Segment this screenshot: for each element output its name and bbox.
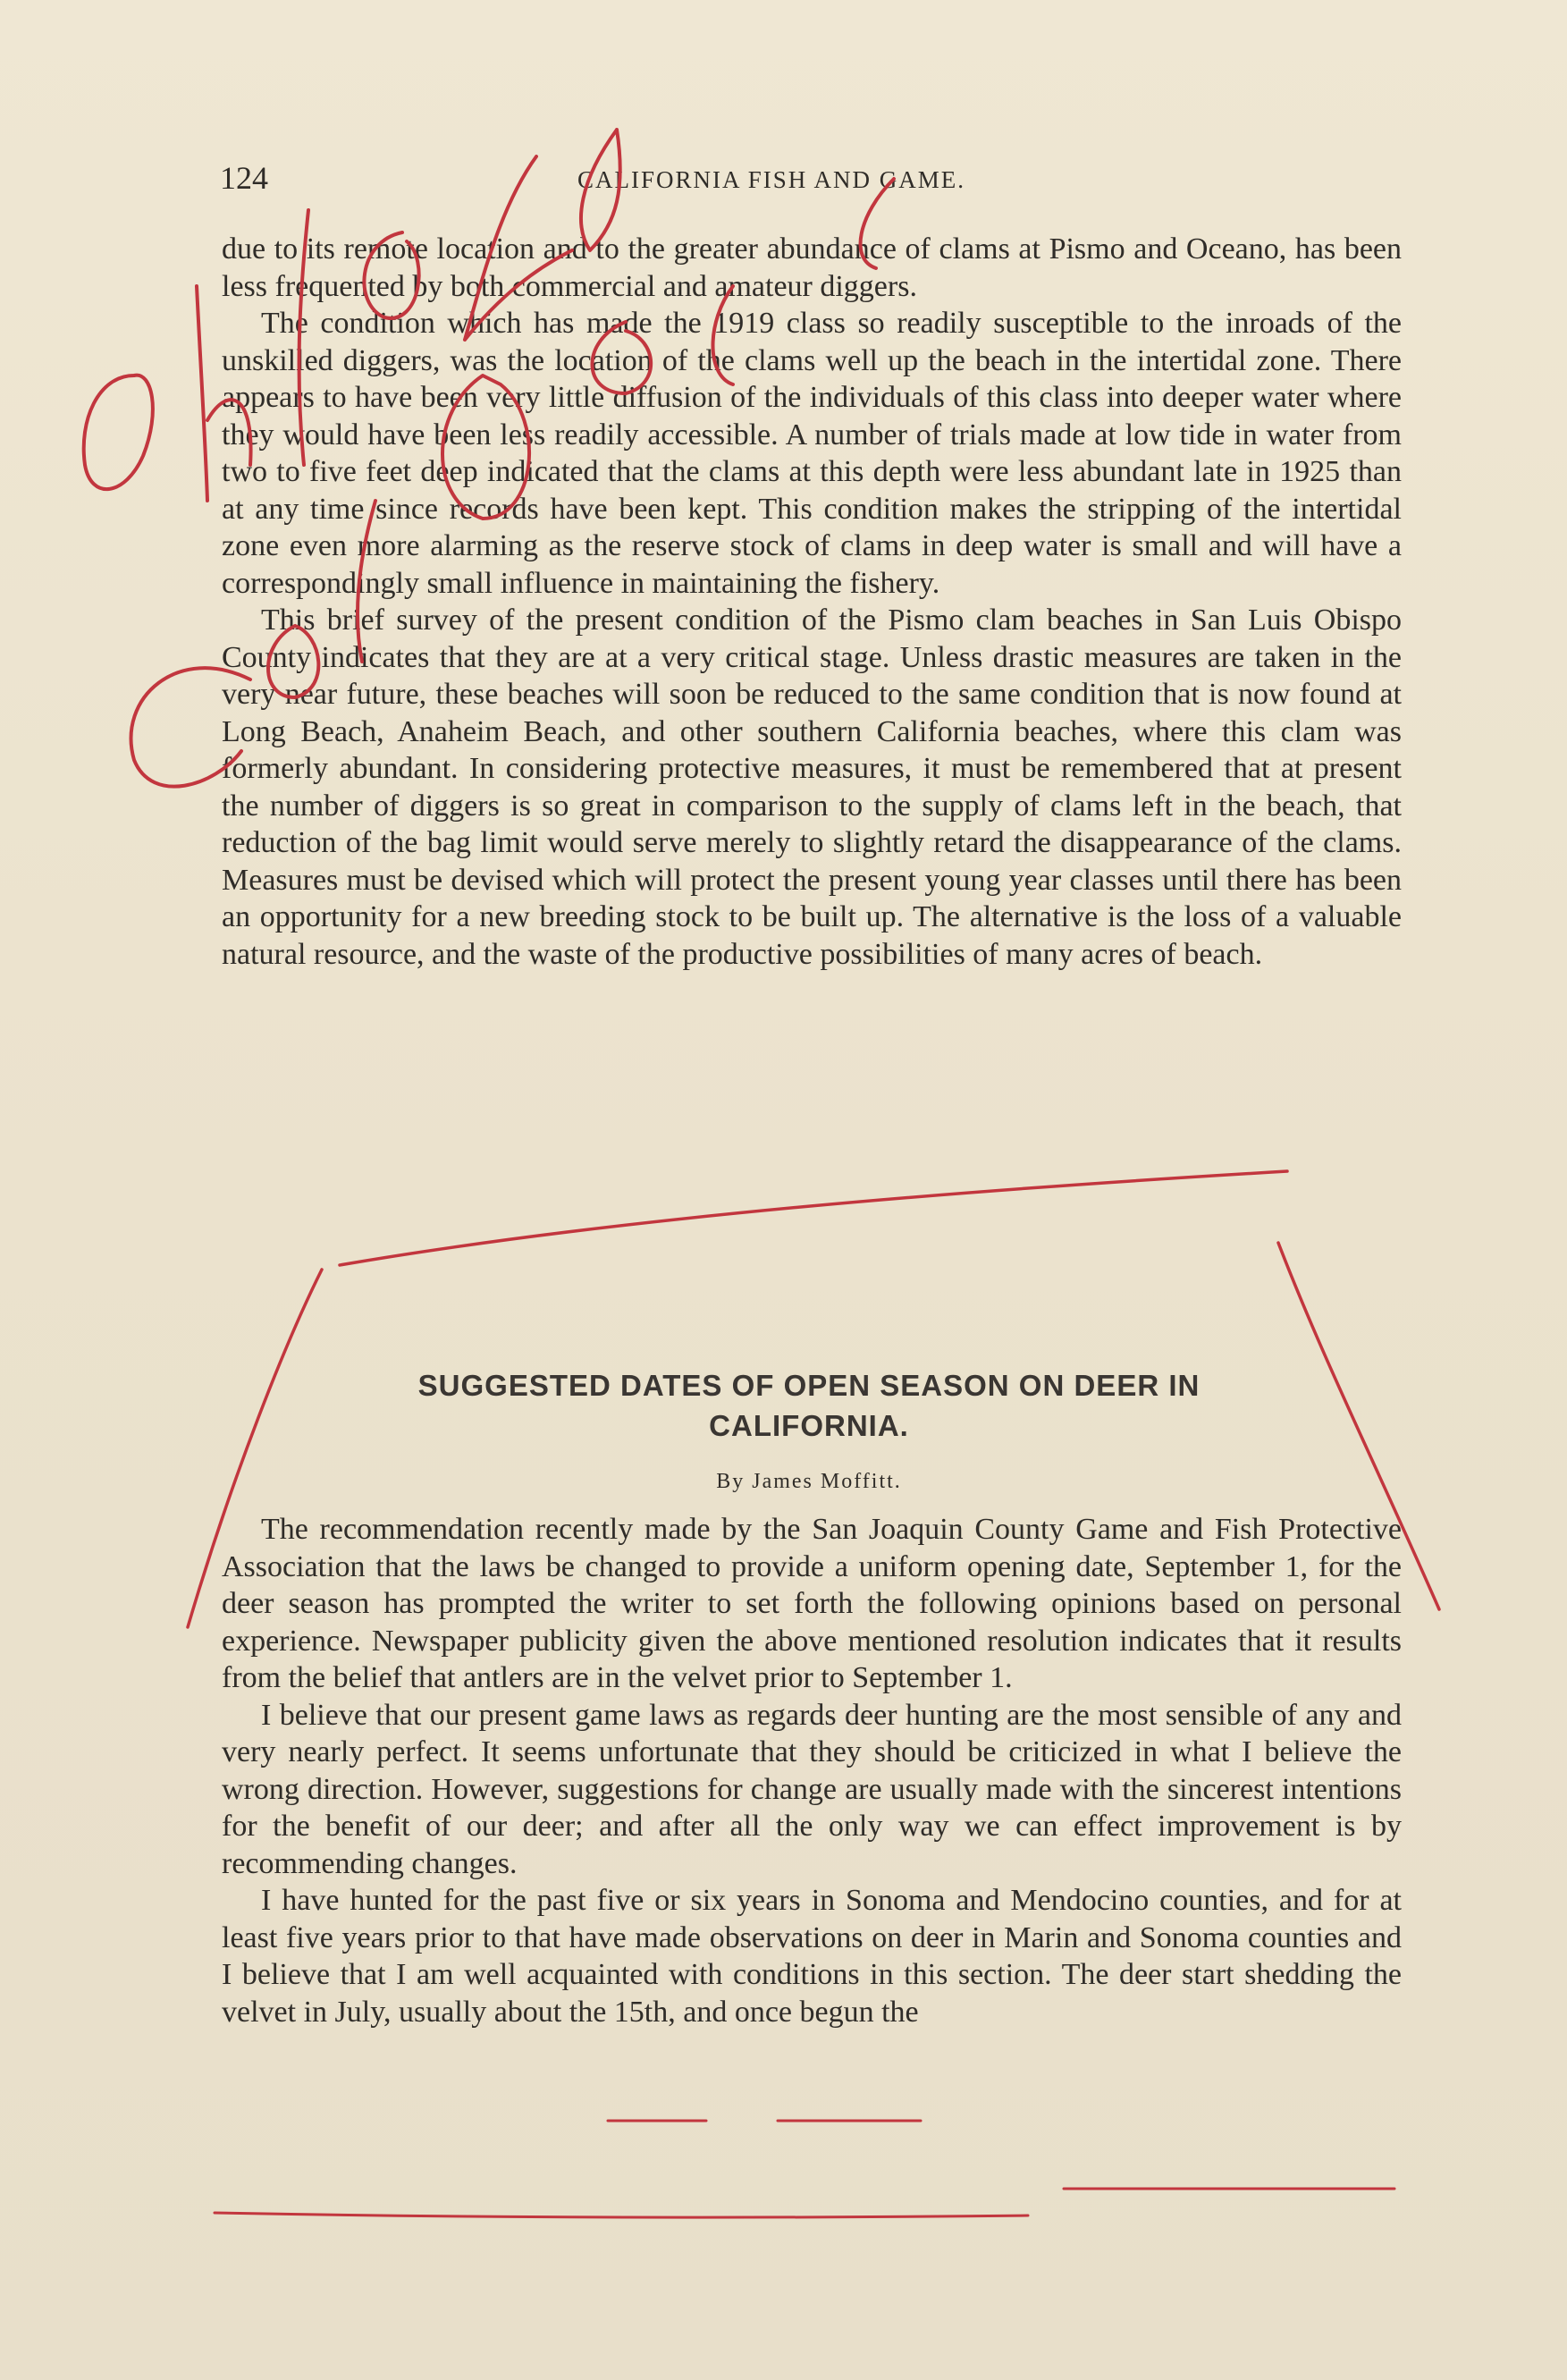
paragraph: The recommendation recently made by the San Joaquin County Game and Fish Protective Association that the laws be changed to provide a uniform opening date, September 1, for the deer season has prompted the writer to set forth the following opinions based on personal experience. Newspaper publicity given the above mentioned resolution indicates that it results from the belief that antlers are in the velvet prior to September 1. bbox=[222, 1513, 1402, 1694]
clam-section-text bbox=[222, 231, 1402, 973]
article-byline: By James Moffitt. bbox=[716, 1470, 902, 1493]
paragraph: due to its remote location and to the greater abundance of clams at Pismo and Oceano, has been less frequented by both commercial and amateur diggers. bbox=[222, 232, 1402, 303]
deer-article-text bbox=[222, 1511, 1402, 2030]
paragraph: I have hunted for the past five or six years in Sonoma and Mendocino counties, and for at least five years prior to that have made observations on deer in Marin and Sonoma counties and I believe that I am well acquainted with conditions in this section. The deer start shedding the velvet in July, usually about the 15th, and once begun the bbox=[222, 1884, 1402, 2029]
running-title: CALIFORNIA FISH AND GAME. bbox=[577, 166, 966, 193]
paragraph: I believe that our present game laws as regards deer hunting are the most sensible of any and very nearly perfect. It seems unfortunate that they should be criticized in what I believe the wrong direction. However, suggestions for change are usually made with the sincerest intentions for the benefit of our deer; and after all the only way we can effect improvement is by recommending changes. bbox=[222, 1698, 1402, 1880]
page-number: 124 bbox=[220, 160, 268, 196]
page-header bbox=[220, 159, 1400, 204]
paragraph: This brief survey of the present condition of the Pismo clam beaches in San Luis Obispo County indicates that they are at a very critical stage. Unless drastic measures are taken in the very near future, these beaches will soon be reduced to the same condition that is now found at Long Beach, Anaheim Beach, and other southern California beaches, where this clam was formerly abundant. In considering protective measures, it must be remembered that at present the number of diggers is so great in comparison to the supply of clams left in the beach, that reduction of the bag limit would serve merely to slightly retard the disappearance of the clams. Measures must be devised which will protect the present young year classes until there has been an opportunity for a new breeding stock to be built up. The alternative is the loss of a valuable natural resource, and the waste of the productive possibilities of many acres of beach. bbox=[222, 603, 1402, 971]
article-title bbox=[268, 1365, 1350, 1446]
article-title-line: CALIFORNIA. bbox=[709, 1409, 909, 1442]
article-title-line: SUGGESTED DATES OF OPEN SEASON ON DEER IN bbox=[417, 1369, 1201, 1402]
paragraph: The condition which has made the 1919 class so readily susceptible to the inroads of the unskilled diggers, was the location of the clams well up the beach in the intertidal zone. There appears to have been very little diffusion of the individuals of this class into deeper water where they would have been less readily accessible. A number of trials made at low tide in water from two to five feet deep indicated that the clams at this depth were less abundant late in 1925 than at any time since records have been kept. This condition makes the stripping of the intertidal zone even more alarming as the reserve stock of clams in deep water is small and will have a correspondingly small influence in maintaining the fishery. bbox=[222, 307, 1402, 600]
